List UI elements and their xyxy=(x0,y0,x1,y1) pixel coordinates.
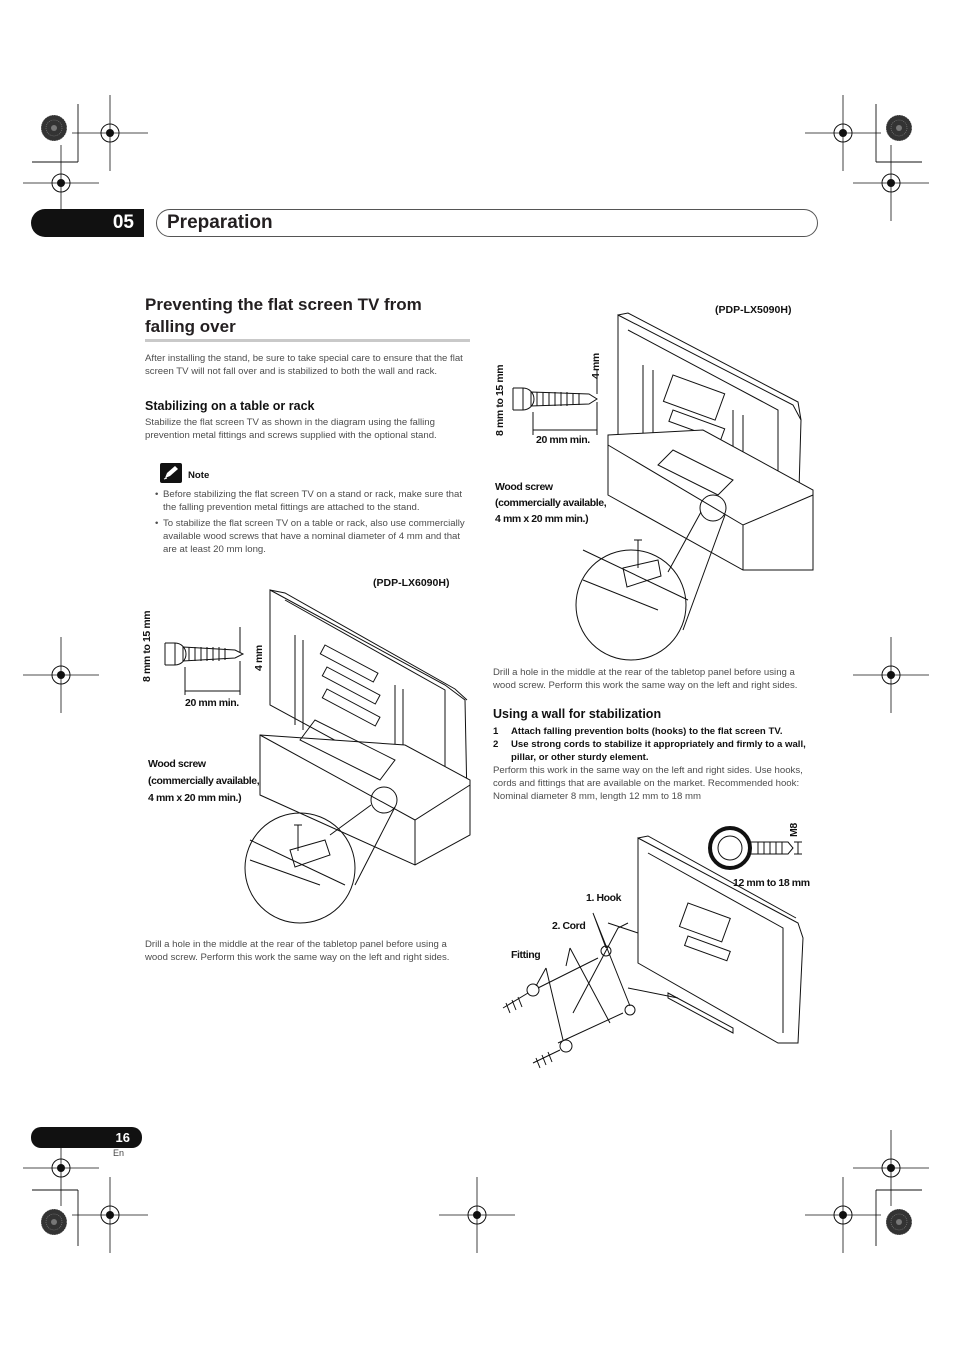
section-title-rule xyxy=(145,339,470,342)
note-list xyxy=(146,488,470,559)
wood-screw-line: 4 mm x 20 mm min.) xyxy=(495,513,589,525)
wood-screw-line: Wood screw xyxy=(495,481,553,493)
drill-caption-left: Drill a hole in the middle at the rear of the tabletop panel before using a wood screw. Perform this work the same way on the left and right sides. xyxy=(145,939,450,963)
note-label: Note xyxy=(188,470,210,481)
note-icon xyxy=(160,463,182,483)
table-rack-paragraph: Stabilize the flat screen TV as shown in the diagram using the falling prevention metal fittings and screws supplied with the optional stand. xyxy=(145,417,437,441)
page-number: 16 xyxy=(31,1127,142,1148)
bolt-size-label: M8 xyxy=(788,823,800,837)
wood-screw-line: (commercially available, xyxy=(495,497,607,509)
step-number: 1 xyxy=(493,726,499,737)
heading-table-rack: Stabilizing on a table or rack xyxy=(145,399,315,413)
wood-screw-line: 4 mm x 20 mm min.) xyxy=(148,792,242,804)
note-item: • Before stabilizing the flat screen TV on a stand or rack, make sure that the falling prevention metal fittings are attached to the stand. xyxy=(146,488,470,514)
step-2 xyxy=(493,738,818,764)
bolt-length-label: 12 mm to 18 mm xyxy=(733,877,810,889)
step-number: 2 xyxy=(493,739,499,750)
language-code: En xyxy=(113,1148,125,1158)
dim-screw-diameter-left: 4 mm xyxy=(253,645,265,671)
fitting-label: Fitting xyxy=(511,949,541,961)
chapter-number: 05 xyxy=(31,209,144,237)
wood-screw-label-left xyxy=(148,756,259,807)
dim-screw-length-right: 8 mm to 15 mm xyxy=(494,364,506,436)
heading-wall: Using a wall for stabilization xyxy=(493,707,662,721)
dim-screw-diameter-right: 4 mm xyxy=(590,353,602,379)
section-title: Preventing the flat screen TV from falling over xyxy=(145,295,422,336)
model-label-lx6090h: (PDP-LX6090H) xyxy=(373,577,450,589)
drill-caption-right: Drill a hole in the middle at the rear of the tabletop panel before using a wood screw. Perform this work the same way on the left and right sides. xyxy=(493,667,798,691)
dim-min-length-right: 20 mm min. xyxy=(536,434,590,446)
intro-paragraph: After installing the stand, be sure to take special care to ensure that the flat screen TV will not fall over and is stabilized to both the wall and rack. xyxy=(145,353,463,377)
wall-hook-diagram xyxy=(498,818,818,1078)
hook-label: 1. Hook xyxy=(586,892,622,904)
wood-screw-line: Wood screw xyxy=(148,758,206,770)
step-1 xyxy=(493,725,818,738)
dim-screw-length-left: 8 mm to 15 mm xyxy=(141,610,153,682)
cord-label: 2. Cord xyxy=(552,920,586,932)
model-label-lx5090h: (PDP-LX5090H) xyxy=(715,304,792,316)
dim-min-length-left: 20 mm min. xyxy=(185,697,239,709)
step-text: Attach falling prevention bolts (hooks) to the flat screen TV. xyxy=(511,726,783,737)
chapter-title: Preparation xyxy=(167,212,273,233)
wood-screw-line: (commercially available, xyxy=(148,775,260,787)
wall-steps xyxy=(493,725,818,764)
wood-screw-label-right xyxy=(495,479,606,527)
wall-paragraph: Perform this work in the same way on the left and right sides. Use hooks, cords and fittings that are available on the market. Recommended hook: Nominal diameter 8 mm, length 12 mm to 18 mm xyxy=(493,765,803,802)
note-item: • To stabilize the flat screen TV on a table or rack, also use commercially available wood screws that have a nominal diameter of 4 mm and that are at least 20 mm long. xyxy=(146,517,470,556)
step-text: Use strong cords to stabilize it appropriately and firmly to a wall, pillar, or other sturdy element. xyxy=(511,739,806,763)
